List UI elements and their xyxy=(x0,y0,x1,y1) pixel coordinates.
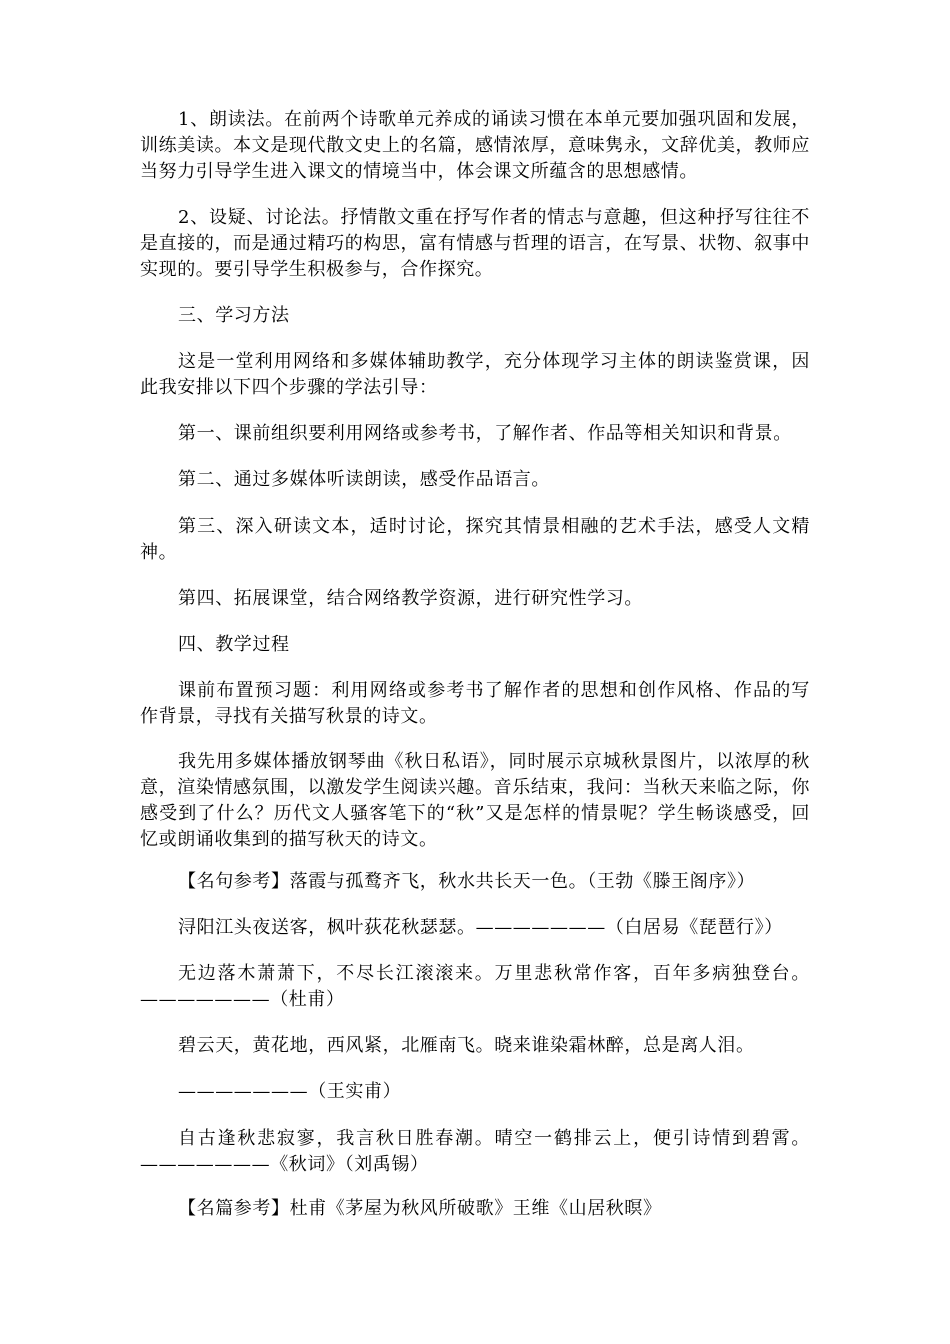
paragraph-step-one: 第一、课前组织要利用网络或参考书，了解作者、作品等相关知识和背景。 xyxy=(178,423,792,444)
quote-wang-shifu: 碧云天，黄花地，西风紧，北雁南飞。晓来谁染霜林醉，总是离人泪。 xyxy=(178,1035,755,1056)
paragraph-step-three: 第三、深入研读文本，适时讨论，探究其情景相融的艺术手法，感受人文精神。 xyxy=(140,516,810,563)
paragraph-step-two: 第二、通过多媒体听读朗读，感受作品语言。 xyxy=(178,469,550,490)
quote-wang-shifu-attribution: ———————（王实甫） xyxy=(178,1081,402,1102)
heading-learning-methods: 三、学习方法 xyxy=(178,305,290,326)
quote-du-fu: 无边落木萧萧下，不尽长江滚滚来。万里悲秋常作客，百年多病独登台。———————（杜甫） xyxy=(140,963,810,1010)
heading-teaching-process: 四、教学过程 xyxy=(178,634,290,655)
quote-wang-bo: 【名句参考】落霞与孤鹜齐飞，秋水共长天一色。（王勃《滕王阁序》） xyxy=(178,871,756,892)
quote-bai-juyi: 浔阳江头夜送客，枫叶荻花秋瑟瑟。———————（白居易《琵琶行》） xyxy=(178,917,783,938)
paragraph-learning-intro: 这是一堂利用网络和多媒体辅助教学，充分体现学习主体的朗读鉴赏课，因此我安排以下四个步骤的学法引导： xyxy=(140,351,810,398)
paragraph-reference-works: 【名篇参考】杜甫《茅屋为秋风所破歌》王维《山居秋暝》 xyxy=(178,1198,662,1219)
paragraph-preview-task: 课前布置预习题：利用网络或参考书了解作者的思想和创作风格、作品的写作背景，寻找有关描写秋景的诗文。 xyxy=(140,680,810,727)
paragraph-multimedia-intro: 我先用多媒体播放钢琴曲《秋日私语》，同时展示京城秋景图片，以浓厚的秋意，渲染情感氛围，以激发学生阅读兴趣。音乐结束，我问：当秋天来临之际，你感受到了什么？历代文人骚客笔下的“秋”又是怎样的情景呢？学生畅谈感受，回忆或朗诵收集到的描写秋天的诗文。 xyxy=(140,751,810,850)
quote-liu-yuxi: 自古逢秋悲寂寥，我言秋日胜春潮。晴空一鹤排云上，便引诗情到碧霄。———————《秋词》（刘禹锡） xyxy=(140,1128,810,1175)
paragraph-step-four: 第四、拓展课堂，结合网络教学资源，进行研究性学习。 xyxy=(178,588,643,609)
paragraph-reading-method: 1、朗读法。在前两个诗歌单元养成的诵读习惯在本单元要加强巩固和发展，训练美读。本文是现代散文史上的名篇，感情浓厚，意味隽永，文辞优美，教师应当努力引导学生进入课文的情境当中，体会课文所蕴含的思想感情。 xyxy=(140,109,810,182)
paragraph-discussion-method: 2、设疑、讨论法。抒情散文重在抒写作者的情志与意趣，但这种抒写往往不是直接的，而是通过精巧的构思，富有情感与哲理的语言，在写景、状物、叙事中实现的。要引导学生积极参与，合作探究。 xyxy=(140,207,810,280)
